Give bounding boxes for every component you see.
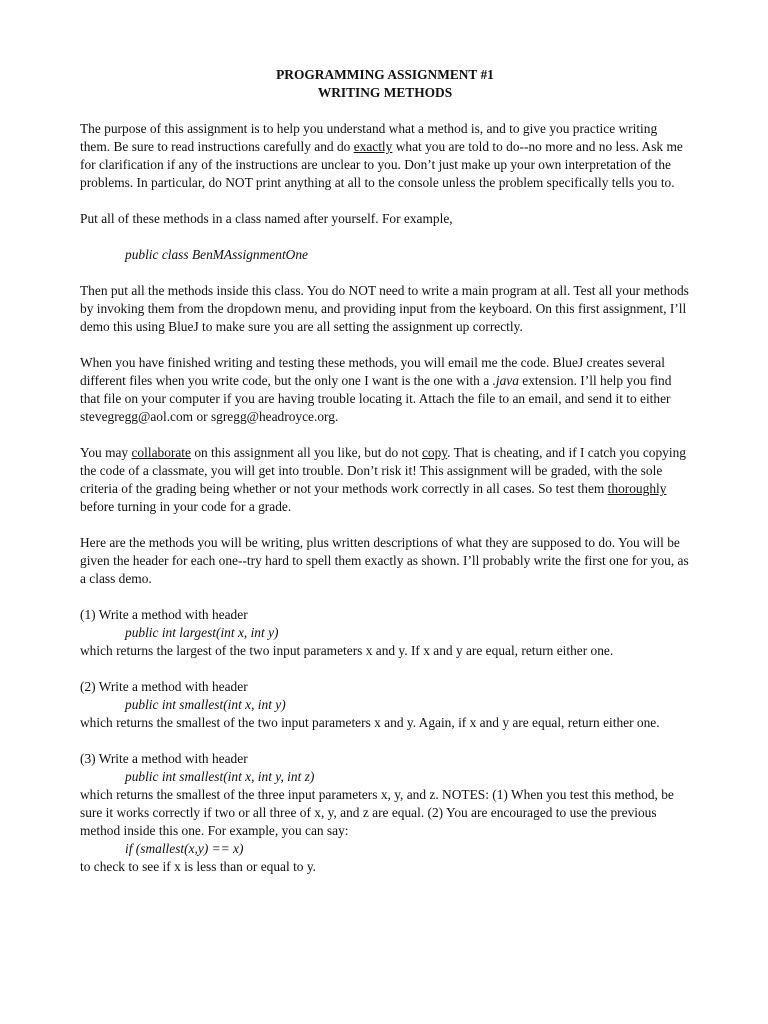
problem-1-header: public int largest(int x, int y) [125, 625, 279, 640]
problem-2-label: (2) Write a method with header [80, 679, 248, 694]
problem-2 [80, 678, 690, 732]
intro-text-b: what you are told to do--no more and no less. Ask me for clarification if any of the instructions are unclear to you. Don’t just make up your own interpretation of the problems. In particular, do NOT print anything at all to the console unless the problem specifically tells you to. [80, 139, 683, 190]
document-page [80, 66, 690, 894]
problem-1 [80, 606, 690, 660]
title-line-2: WRITING METHODS [317, 85, 453, 100]
email-paragraph [80, 354, 690, 426]
problem-3-code: if (smallest(x,y) == x) [125, 841, 244, 856]
problem-2-header: public int smallest(int x, int y) [125, 697, 286, 712]
email-java-extension: .java [492, 373, 519, 388]
collaboration-paragraph [80, 444, 690, 516]
problem-3-label: (3) Write a method with header [80, 751, 248, 766]
email-text-a: When you have finished writing and testing these methods, you will email me the code. BlueJ creates several different files when you write code, but the only one I want is the one with a [80, 355, 665, 388]
collab-text-c: . That is cheating, and if I catch you copying the code of a classmate, you will get into trouble. Don’t risk it! This assignment will be graded, with the sole criteria of the grading being whether or not your methods work correctly in all cases. So test them [80, 445, 686, 496]
collab-word-thoroughly: thoroughly [607, 481, 667, 496]
problem-1-label: (1) Write a method with header [80, 607, 248, 622]
collab-word-copy: copy [421, 445, 448, 460]
intro-paragraph [80, 120, 690, 192]
intro-underlined-word: exactly [353, 139, 393, 154]
problem-1-description: which returns the largest of the two input parameters x and y. If x and y are equal, return either one. [80, 643, 614, 658]
problem-2-description: which returns the smallest of the two input parameters x and y. Again, if x and y are equal, return either one. [80, 715, 660, 730]
problem-3-tail: to check to see if x is less than or equal to y. [80, 859, 317, 874]
document-title [80, 66, 690, 102]
collab-text-d: before turning in your code for a grade. [80, 499, 292, 514]
email-text-b: extension. I’ll help you find that file on your computer if you are having trouble locating it. Attach the file to an email, and send it to either stevegregg@aol.com or sgregg@headroyce.org. [80, 373, 672, 424]
problem-3 [80, 750, 690, 876]
collab-text-b: on this assignment all you like, but do not [190, 445, 422, 460]
collab-word-collaborate: collaborate [131, 445, 191, 460]
methods-paragraph: Then put all the methods inside this class. You do NOT need to write a main program at all. Test all your methods by invoking them from the dropdown menu, and providing input from the keyboard. On this first assignment, I’ll demo this using BlueJ to make sure you are all setting the assignment up correctly. [80, 283, 689, 334]
collab-text-a: You may [80, 445, 132, 460]
title-line-1: PROGRAMMING ASSIGNMENT #1 [276, 67, 494, 82]
class-text: Put all of these methods in a class named after yourself. For example, [80, 211, 453, 226]
class-paragraph [80, 210, 690, 264]
class-example: public class BenMAssignmentOne [125, 247, 308, 262]
problem-3-description: which returns the smallest of the three input parameters x, y, and z. NOTES: (1) When you test this method, be sure it works correctly if two or all three of x, y, and z are equal. (2) You are encouraged to use the previous method inside this one. For example, you can say: [80, 787, 674, 838]
problem-3-header: public int smallest(int x, int y, int z) [125, 769, 315, 784]
header-paragraph: Here are the methods you will be writing, plus written descriptions of what they are supposed to do. You will be given the header for each one--try hard to spell them exactly as shown. I’ll probably write the first one for you, as a class demo. [80, 535, 689, 586]
intro-text-a: The purpose of this assignment is to help you understand what a method is, and to give you practice writing them. Be sure to read instructions carefully and do [80, 121, 658, 154]
